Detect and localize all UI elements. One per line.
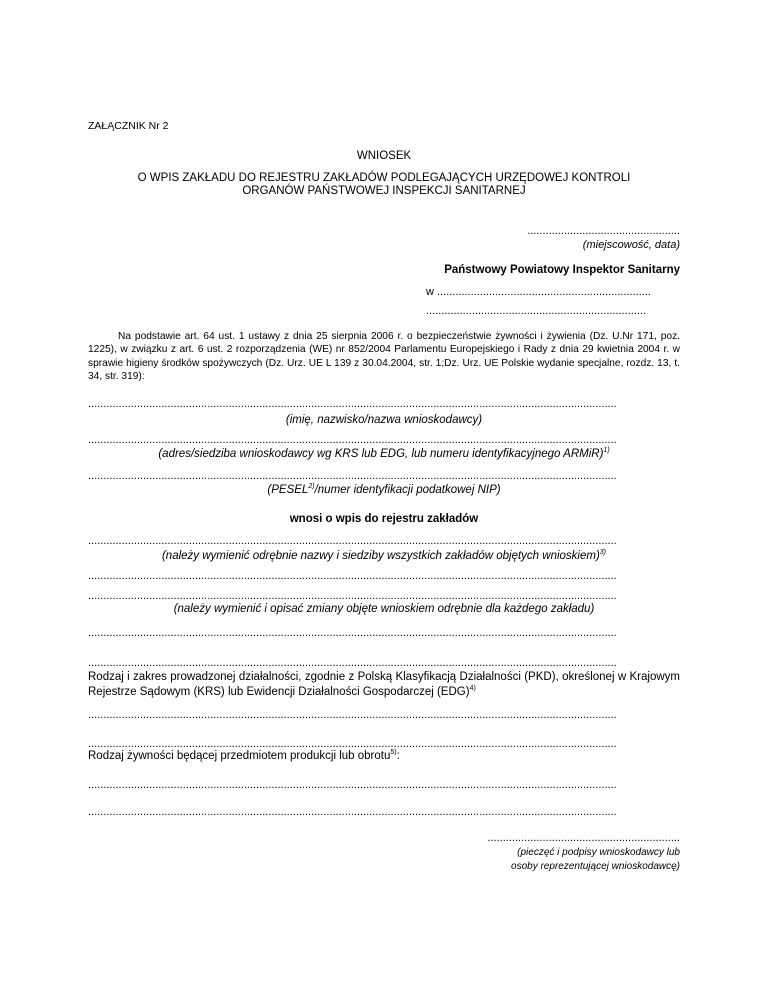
food-field-dots-2[interactable]: ............................................................................................................................................................................. bbox=[88, 806, 617, 818]
pesel-caption-start: (PESEL bbox=[267, 484, 309, 496]
document-subtitle-line2: ORGANÓW PAŃSTWOWEJ INSPEKCJI SANITARNEJ bbox=[242, 185, 526, 197]
footnote-ref-5: 5) bbox=[390, 749, 397, 757]
establishments-field-dots[interactable]: ............................................................................................................................................................................. bbox=[88, 535, 617, 547]
footnote-ref-1: 1) bbox=[603, 447, 610, 455]
changes-caption: (należy wymienić i opisać zmiany objęte wnioskiem odrębnie dla każdego zakładu) bbox=[173, 603, 595, 615]
footnote-ref-4: 4) bbox=[469, 685, 476, 693]
attachment-label: ZAŁĄCZNIK Nr 2 bbox=[88, 120, 169, 132]
document-title: WNIOSEK bbox=[356, 150, 412, 162]
signature-caption-line2: osoby reprezentującej wnioskodawcę) bbox=[511, 861, 680, 872]
place-date-dots[interactable]: .................................................. bbox=[527, 225, 680, 237]
activity-field-dots[interactable]: ............................................................................................................................................................................. bbox=[88, 709, 617, 721]
food-field-dots[interactable]: ............................................................................................................................................................................. bbox=[88, 779, 617, 791]
changes-field-dots-3[interactable]: ............................................................................................................................................................................. bbox=[88, 657, 617, 669]
food-colon: : bbox=[396, 750, 400, 762]
addressee-title: Państwowy Powiatowy Inspektor Sanitarny bbox=[444, 264, 680, 276]
legal-basis-paragraph bbox=[88, 330, 680, 384]
activity-field-dots-2[interactable]: ............................................................................................................................................................................. bbox=[88, 738, 617, 750]
document-subtitle-line1: O WPIS ZAKŁADU DO REJESTRU ZAKŁADÓW PODLEGAJĄCYCH URZĘDOWEJ KONTROLI bbox=[137, 172, 631, 184]
address-field-caption bbox=[88, 448, 680, 460]
footnote-ref-2: 2) bbox=[308, 483, 315, 491]
establishments-field-dots-2[interactable]: ............................................................................................................................................................................. bbox=[88, 570, 617, 582]
changes-field-dots-2[interactable]: ............................................................................................................................................................................. bbox=[88, 627, 617, 639]
signature-dots[interactable]: ............................................................... bbox=[487, 832, 680, 844]
activity-text: Rodzaj i zakres prowadzonej działalności, zgodnie z Polską Klasyfikacją Działalności (PKD), określonej w Krajowym Rejestrze Sądowym (KRS) lub Ewidencji Działalności Gospodarczej (EDG) bbox=[88, 671, 680, 698]
food-text: Rodzaj żywności będącej przedmiotem produkcji lub obrotu bbox=[88, 750, 391, 762]
legal-basis-text: Na podstawie art. 64 ust. 1 ustawy z dnia 25 sierpnia 2006 r. o bezpieczeństwie żywności i żywienia (Dz. U.Nr 171, poz. 1225), w związku z art. 6 ust. 2 rozporządzenia (WE) nr 852/2004 Parlamentu Europejskiego i Rady z dnia 29 kwietnia 2004 r. w sprawie higieny środków spożywczych (Dz. Urz. UE L 139 z 30.04.2004, str. 1;Dz. Urz. UE Polskie wydanie specjalne, rozdz. 13, t. 34, str. 319): bbox=[88, 331, 680, 383]
changes-field-dots[interactable]: ............................................................................................................................................................................. bbox=[88, 590, 617, 602]
pesel-field-dots[interactable]: ............................................................................................................................................................................. bbox=[88, 470, 617, 482]
activity-paragraph bbox=[88, 670, 680, 700]
pesel-field-caption bbox=[88, 484, 680, 496]
establishments-caption-text: (należy wymienić odrębnie nazwy i siedziby wszystkich zakładów objętych wnioskiem) bbox=[161, 550, 600, 562]
address-caption-text: (adres/siedziba wnioskodawcy wg KRS lub EDG, lub numeru identyfikacyjnego ARMiR) bbox=[158, 448, 604, 460]
request-heading: wnosi o wpis do rejestru zakładów bbox=[289, 513, 479, 525]
signature-caption-line1: (pieczęć i podpisy wnioskodawcy lub bbox=[517, 847, 680, 858]
place-date-caption: (miejscowość, data) bbox=[582, 239, 680, 251]
food-paragraph bbox=[88, 750, 400, 762]
pesel-caption-end: /numer identyfikacji podatkowej NIP) bbox=[314, 484, 501, 496]
address-field-dots[interactable]: ............................................................................................................................................................................. bbox=[88, 434, 617, 446]
addressee-line1[interactable]: w ...................................................................... bbox=[426, 286, 651, 298]
establishments-caption bbox=[88, 550, 680, 562]
name-field-dots[interactable]: ............................................................................................................................................................................. bbox=[88, 398, 617, 410]
signature-caption bbox=[420, 846, 680, 874]
footnote-ref-3: 3) bbox=[599, 549, 607, 557]
addressee-line2[interactable]: ........................................................................ bbox=[426, 305, 647, 317]
name-field-caption: (imię, nazwisko/nazwa wnioskodawcy) bbox=[285, 414, 483, 426]
